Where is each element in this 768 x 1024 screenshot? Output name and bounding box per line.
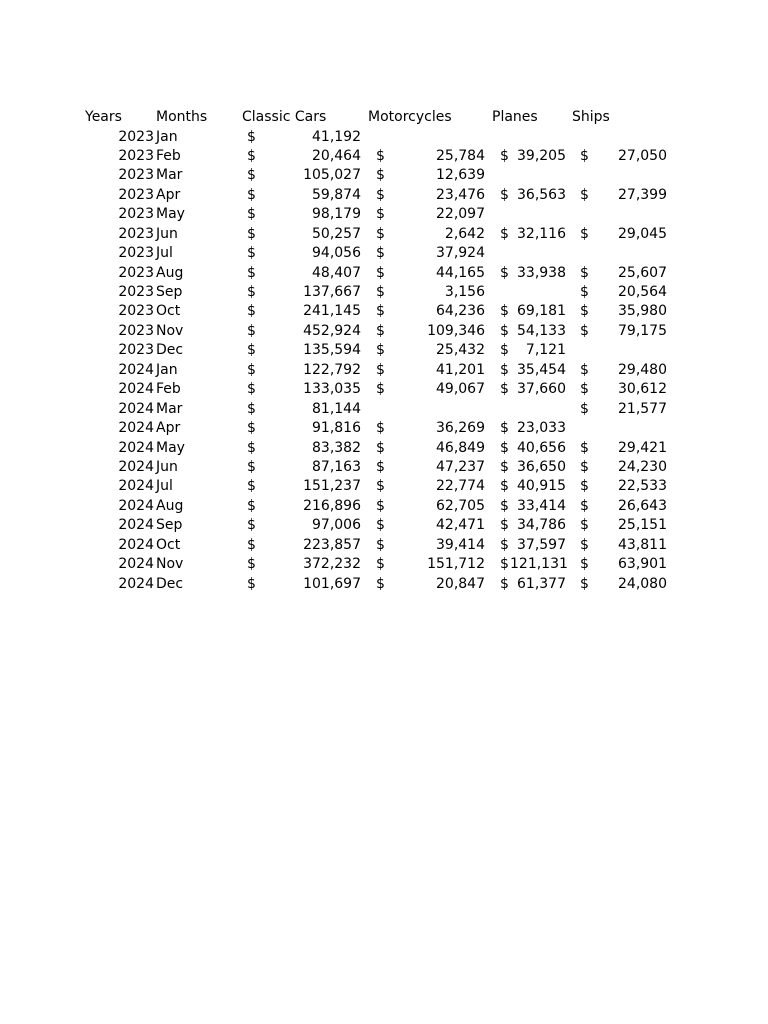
cell-ships: 43,811: [618, 536, 667, 553]
planes-currency-symbol: $: [500, 575, 509, 592]
cell-month: Sep: [156, 517, 183, 534]
classic-cars-currency-symbol: $: [247, 439, 256, 456]
cell-planes: [510, 128, 566, 147]
motorcycles-currency-symbol: $: [376, 497, 385, 514]
ships-currency-symbol: $: [580, 497, 589, 514]
cell-classic-cars: 50,257: [312, 225, 361, 242]
motorcycles-currency-symbol: $: [376, 225, 385, 242]
cell-planes: 36,650: [517, 458, 566, 475]
cell-classic-cars: 83,382: [312, 439, 361, 456]
motorcycles-currency-symbol: $: [376, 536, 385, 553]
cell-planes: 54,133: [517, 322, 566, 339]
cell-classic-cars: 151,237: [303, 478, 361, 495]
cell-classic-cars: 41,192: [312, 128, 361, 145]
motorcycles-currency-symbol: $: [376, 284, 385, 301]
planes-currency-symbol: $: [500, 322, 509, 339]
planes-currency-symbol: $: [500, 264, 509, 281]
motorcycles-currency-symbol: $: [376, 478, 385, 495]
classic-cars-currency-symbol: $: [247, 497, 256, 514]
ships-currency-symbol: $: [580, 478, 589, 495]
planes-currency-symbol: $: [500, 361, 509, 378]
planes-currency-symbol: $: [500, 303, 509, 320]
cell-month: Jul: [156, 245, 173, 262]
classic-cars-currency-symbol: $: [247, 517, 256, 534]
cell-year: 2023: [118, 322, 154, 339]
motorcycles-currency-symbol: $: [376, 303, 385, 320]
cell-ships: 63,901: [618, 556, 667, 573]
cell-planes: 23,033: [517, 420, 566, 437]
cell-planes: 34,786: [517, 517, 566, 534]
planes-currency-symbol: $: [500, 478, 509, 495]
cell-classic-cars: 241,145: [303, 303, 361, 320]
cell-classic-cars: 98,179: [312, 206, 361, 223]
classic-cars-currency-symbol: $: [247, 361, 256, 378]
motorcycles-currency-symbol: $: [376, 322, 385, 339]
ships-currency-symbol: $: [580, 458, 589, 475]
cell-motorcycles: 23,476: [436, 186, 485, 203]
cell-motorcycles: 44,165: [436, 264, 485, 281]
cell-motorcycles: 41,201: [436, 361, 485, 378]
table-row: [0, 380, 768, 399]
cell-year: 2023: [118, 167, 154, 184]
table-row: [0, 205, 768, 224]
cell-planes: 33,938: [517, 264, 566, 281]
motorcycles-currency-symbol: $: [376, 206, 385, 223]
motorcycles-currency-symbol: $: [376, 147, 385, 164]
table-row: [0, 264, 768, 283]
classic-cars-currency-symbol: $: [247, 400, 256, 417]
cell-month: Aug: [156, 264, 184, 281]
cell-motorcycles: 151,712: [427, 556, 485, 573]
classic-cars-currency-symbol: $: [247, 420, 256, 437]
cell-ships: [597, 128, 667, 147]
ships-currency-symbol: $: [580, 400, 589, 417]
table-row: [0, 536, 768, 555]
header-motorcycles: Motorcycles: [368, 109, 452, 125]
cell-classic-cars: 97,006: [312, 517, 361, 534]
classic-cars-currency-symbol: $: [247, 458, 256, 475]
classic-cars-currency-symbol: $: [247, 284, 256, 301]
cell-month: Mar: [156, 167, 183, 184]
cell-month: Jun: [156, 225, 178, 242]
cell-motorcycles: 109,346: [427, 322, 485, 339]
ships-currency-symbol: $: [580, 186, 589, 203]
cell-year: 2023: [118, 186, 154, 203]
planes-currency-symbol: $: [500, 517, 509, 534]
cell-classic-cars: 223,857: [303, 536, 361, 553]
ships-currency-symbol: $: [580, 322, 589, 339]
planes-currency-symbol: $: [500, 439, 509, 456]
cell-planes: 121,131: [510, 556, 568, 573]
cell-month: Sep: [156, 284, 183, 301]
classic-cars-currency-symbol: $: [247, 303, 256, 320]
planes-currency-symbol: $: [500, 147, 509, 164]
table-row: [0, 361, 768, 380]
cell-planes: 36,563: [517, 186, 566, 203]
table-row: [0, 439, 768, 458]
classic-cars-currency-symbol: $: [247, 186, 256, 203]
cell-month: May: [156, 206, 185, 223]
cell-classic-cars: 135,594: [303, 342, 361, 359]
cell-year: 2024: [118, 439, 154, 456]
cell-month: Nov: [156, 556, 184, 573]
motorcycles-currency-symbol: $: [376, 264, 385, 281]
ships-currency-symbol: $: [580, 225, 589, 242]
cell-ships: 30,612: [618, 381, 667, 398]
motorcycles-currency-symbol: $: [376, 245, 385, 262]
cell-classic-cars: 94,056: [312, 245, 361, 262]
cell-month: Jul: [156, 478, 173, 495]
motorcycles-currency-symbol: $: [376, 167, 385, 184]
header-ships: Ships: [572, 109, 610, 125]
cell-motorcycles: 22,774: [436, 478, 485, 495]
classic-cars-currency-symbol: $: [247, 536, 256, 553]
cell-year: 2024: [118, 575, 154, 592]
cell-classic-cars: 87,163: [312, 458, 361, 475]
cell-motorcycles: 49,067: [436, 381, 485, 398]
planes-currency-symbol: $: [500, 497, 509, 514]
ships-currency-symbol: $: [580, 381, 589, 398]
cell-motorcycles: 20,847: [436, 575, 485, 592]
cell-planes: [510, 244, 566, 263]
cell-ships: 22,533: [618, 478, 667, 495]
classic-cars-currency-symbol: $: [247, 478, 256, 495]
ships-currency-symbol: $: [580, 439, 589, 456]
header-classic-cars: Classic Cars: [242, 109, 327, 125]
cell-year: 2024: [118, 420, 154, 437]
motorcycles-currency-symbol: $: [376, 439, 385, 456]
cell-month: Oct: [156, 303, 181, 320]
cell-year: 2023: [118, 264, 154, 281]
cell-motorcycles: 36,269: [436, 420, 485, 437]
cell-year: 2023: [118, 284, 154, 301]
cell-classic-cars: 81,144: [312, 400, 361, 417]
cell-ships: 24,080: [618, 575, 667, 592]
cell-month: Jun: [156, 458, 178, 475]
cell-year: 2023: [118, 225, 154, 242]
table-row: [0, 497, 768, 516]
cell-planes: 7,121: [525, 342, 566, 359]
classic-cars-currency-symbol: $: [247, 128, 256, 145]
cell-classic-cars: 137,667: [303, 284, 361, 301]
ships-currency-symbol: $: [580, 303, 589, 320]
table-row: [0, 341, 768, 360]
cell-planes: [510, 166, 566, 185]
ships-currency-symbol: $: [580, 284, 589, 301]
cell-ships: 29,045: [618, 225, 667, 242]
cell-ships: 27,050: [618, 147, 667, 164]
cell-classic-cars: 216,896: [303, 497, 361, 514]
table-row: [0, 166, 768, 185]
cell-year: 2024: [118, 517, 154, 534]
cell-ships: 79,175: [618, 322, 667, 339]
motorcycles-currency-symbol: $: [376, 381, 385, 398]
cell-month: Apr: [156, 186, 181, 203]
cell-planes: 40,915: [517, 478, 566, 495]
cell-planes: 69,181: [517, 303, 566, 320]
cell-month: Oct: [156, 536, 181, 553]
cell-classic-cars: 452,924: [303, 322, 361, 339]
cell-ships: 21,577: [618, 400, 667, 417]
table-row: [0, 555, 768, 574]
cell-ships: 24,230: [618, 458, 667, 475]
cell-motorcycles: 25,432: [436, 342, 485, 359]
table-row: [0, 516, 768, 535]
cell-year: 2024: [118, 400, 154, 417]
cell-ships: 25,151: [618, 517, 667, 534]
cell-motorcycles: 47,237: [436, 458, 485, 475]
cell-motorcycles: 25,784: [436, 147, 485, 164]
cell-ships: 29,421: [618, 439, 667, 456]
motorcycles-currency-symbol: $: [376, 342, 385, 359]
cell-classic-cars: 59,874: [312, 186, 361, 203]
classic-cars-currency-symbol: $: [247, 245, 256, 262]
motorcycles-currency-symbol: $: [376, 556, 385, 573]
cell-ships: 27,399: [618, 186, 667, 203]
cell-ships: [597, 205, 667, 224]
table-row: [0, 575, 768, 594]
classic-cars-currency-symbol: $: [247, 147, 256, 164]
cell-ships: 35,980: [618, 303, 667, 320]
table-row: [0, 400, 768, 419]
cell-ships: [597, 341, 667, 360]
table-row: [0, 283, 768, 302]
cell-month: Feb: [156, 381, 181, 398]
cell-motorcycles: 42,471: [436, 517, 485, 534]
cell-month: Dec: [156, 342, 184, 359]
ships-currency-symbol: $: [580, 575, 589, 592]
cell-ships: [597, 166, 667, 185]
cell-planes: 39,205: [517, 147, 566, 164]
planes-currency-symbol: $: [500, 420, 509, 437]
cell-classic-cars: 372,232: [303, 556, 361, 573]
cell-planes: 33,414: [517, 497, 566, 514]
cell-motorcycles: 3,156: [444, 284, 485, 301]
motorcycles-currency-symbol: $: [376, 361, 385, 378]
cell-motorcycles: 64,236: [436, 303, 485, 320]
cell-month: Aug: [156, 497, 184, 514]
table-row: [0, 477, 768, 496]
planes-currency-symbol: $: [500, 225, 509, 242]
cell-ships: 26,643: [618, 497, 667, 514]
cell-classic-cars: 48,407: [312, 264, 361, 281]
cell-month: Mar: [156, 400, 183, 417]
classic-cars-currency-symbol: $: [247, 322, 256, 339]
cell-motorcycles: 46,849: [436, 439, 485, 456]
ships-currency-symbol: $: [580, 147, 589, 164]
cell-year: 2024: [118, 478, 154, 495]
ships-currency-symbol: $: [580, 556, 589, 573]
cell-planes: 40,656: [517, 439, 566, 456]
cell-year: 2023: [118, 303, 154, 320]
cell-classic-cars: 20,464: [312, 147, 361, 164]
cell-motorcycles: 2,642: [444, 225, 485, 242]
cell-ships: [597, 419, 667, 438]
planes-currency-symbol: $: [500, 556, 509, 573]
classic-cars-currency-symbol: $: [247, 575, 256, 592]
cell-motorcycles: [385, 400, 485, 419]
table-row: [0, 244, 768, 263]
cell-planes: 61,377: [517, 575, 566, 592]
planes-currency-symbol: $: [500, 186, 509, 203]
cell-classic-cars: 91,816: [312, 420, 361, 437]
cell-classic-cars: 101,697: [303, 575, 361, 592]
cell-motorcycles: 12,639: [436, 167, 485, 184]
cell-planes: [510, 205, 566, 224]
table-header-row: [0, 108, 768, 127]
cell-planes: 32,116: [517, 225, 566, 242]
cell-year: 2023: [118, 147, 154, 164]
ships-currency-symbol: $: [580, 517, 589, 534]
ships-currency-symbol: $: [580, 361, 589, 378]
table-row: [0, 458, 768, 477]
planes-currency-symbol: $: [500, 381, 509, 398]
cell-ships: 20,564: [618, 284, 667, 301]
table-row: [0, 186, 768, 205]
motorcycles-currency-symbol: $: [376, 420, 385, 437]
cell-month: Feb: [156, 147, 181, 164]
cell-planes: 35,454: [517, 361, 566, 378]
cell-classic-cars: 105,027: [303, 167, 361, 184]
table-row: [0, 147, 768, 166]
motorcycles-currency-symbol: $: [376, 186, 385, 203]
header-months: Months: [156, 109, 208, 125]
cell-year: 2024: [118, 536, 154, 553]
cell-ships: 29,480: [618, 361, 667, 378]
motorcycles-currency-symbol: $: [376, 575, 385, 592]
cell-year: 2023: [118, 245, 154, 262]
cell-year: 2023: [118, 342, 154, 359]
cell-month: Apr: [156, 420, 181, 437]
table-row: [0, 302, 768, 321]
classic-cars-currency-symbol: $: [247, 167, 256, 184]
cell-month: Jan: [156, 128, 178, 145]
cell-year: 2024: [118, 458, 154, 475]
cell-motorcycles: 62,705: [436, 497, 485, 514]
ships-currency-symbol: $: [580, 536, 589, 553]
classic-cars-currency-symbol: $: [247, 381, 256, 398]
classic-cars-currency-symbol: $: [247, 206, 256, 223]
planes-currency-symbol: $: [500, 342, 509, 359]
cell-motorcycles: 22,097: [436, 206, 485, 223]
classic-cars-currency-symbol: $: [247, 264, 256, 281]
table-row: [0, 128, 768, 147]
cell-motorcycles: [385, 128, 485, 147]
table-row: [0, 419, 768, 438]
cell-planes: 37,597: [517, 536, 566, 553]
cell-motorcycles: 39,414: [436, 536, 485, 553]
cell-year: 2023: [118, 128, 154, 145]
classic-cars-currency-symbol: $: [247, 342, 256, 359]
cell-year: 2024: [118, 381, 154, 398]
cell-classic-cars: 133,035: [303, 381, 361, 398]
cell-year: 2024: [118, 497, 154, 514]
cell-year: 2024: [118, 361, 154, 378]
table-row: [0, 322, 768, 341]
planes-currency-symbol: $: [500, 536, 509, 553]
classic-cars-currency-symbol: $: [247, 225, 256, 242]
ships-currency-symbol: $: [580, 264, 589, 281]
cell-year: 2024: [118, 556, 154, 573]
planes-currency-symbol: $: [500, 458, 509, 475]
cell-month: Nov: [156, 322, 184, 339]
motorcycles-currency-symbol: $: [376, 517, 385, 534]
cell-classic-cars: 122,792: [303, 361, 361, 378]
cell-planes: 37,660: [517, 381, 566, 398]
cell-month: May: [156, 439, 185, 456]
cell-ships: [597, 244, 667, 263]
header-planes: Planes: [492, 109, 538, 125]
cell-planes: [510, 283, 566, 302]
table-row: [0, 225, 768, 244]
header-years: Years: [85, 109, 122, 125]
cell-ships: 25,607: [618, 264, 667, 281]
cell-month: Dec: [156, 575, 184, 592]
cell-motorcycles: 37,924: [436, 245, 485, 262]
classic-cars-currency-symbol: $: [247, 556, 256, 573]
cell-month: Jan: [156, 361, 178, 378]
cell-year: 2023: [118, 206, 154, 223]
motorcycles-currency-symbol: $: [376, 458, 385, 475]
cell-planes: [510, 400, 566, 419]
